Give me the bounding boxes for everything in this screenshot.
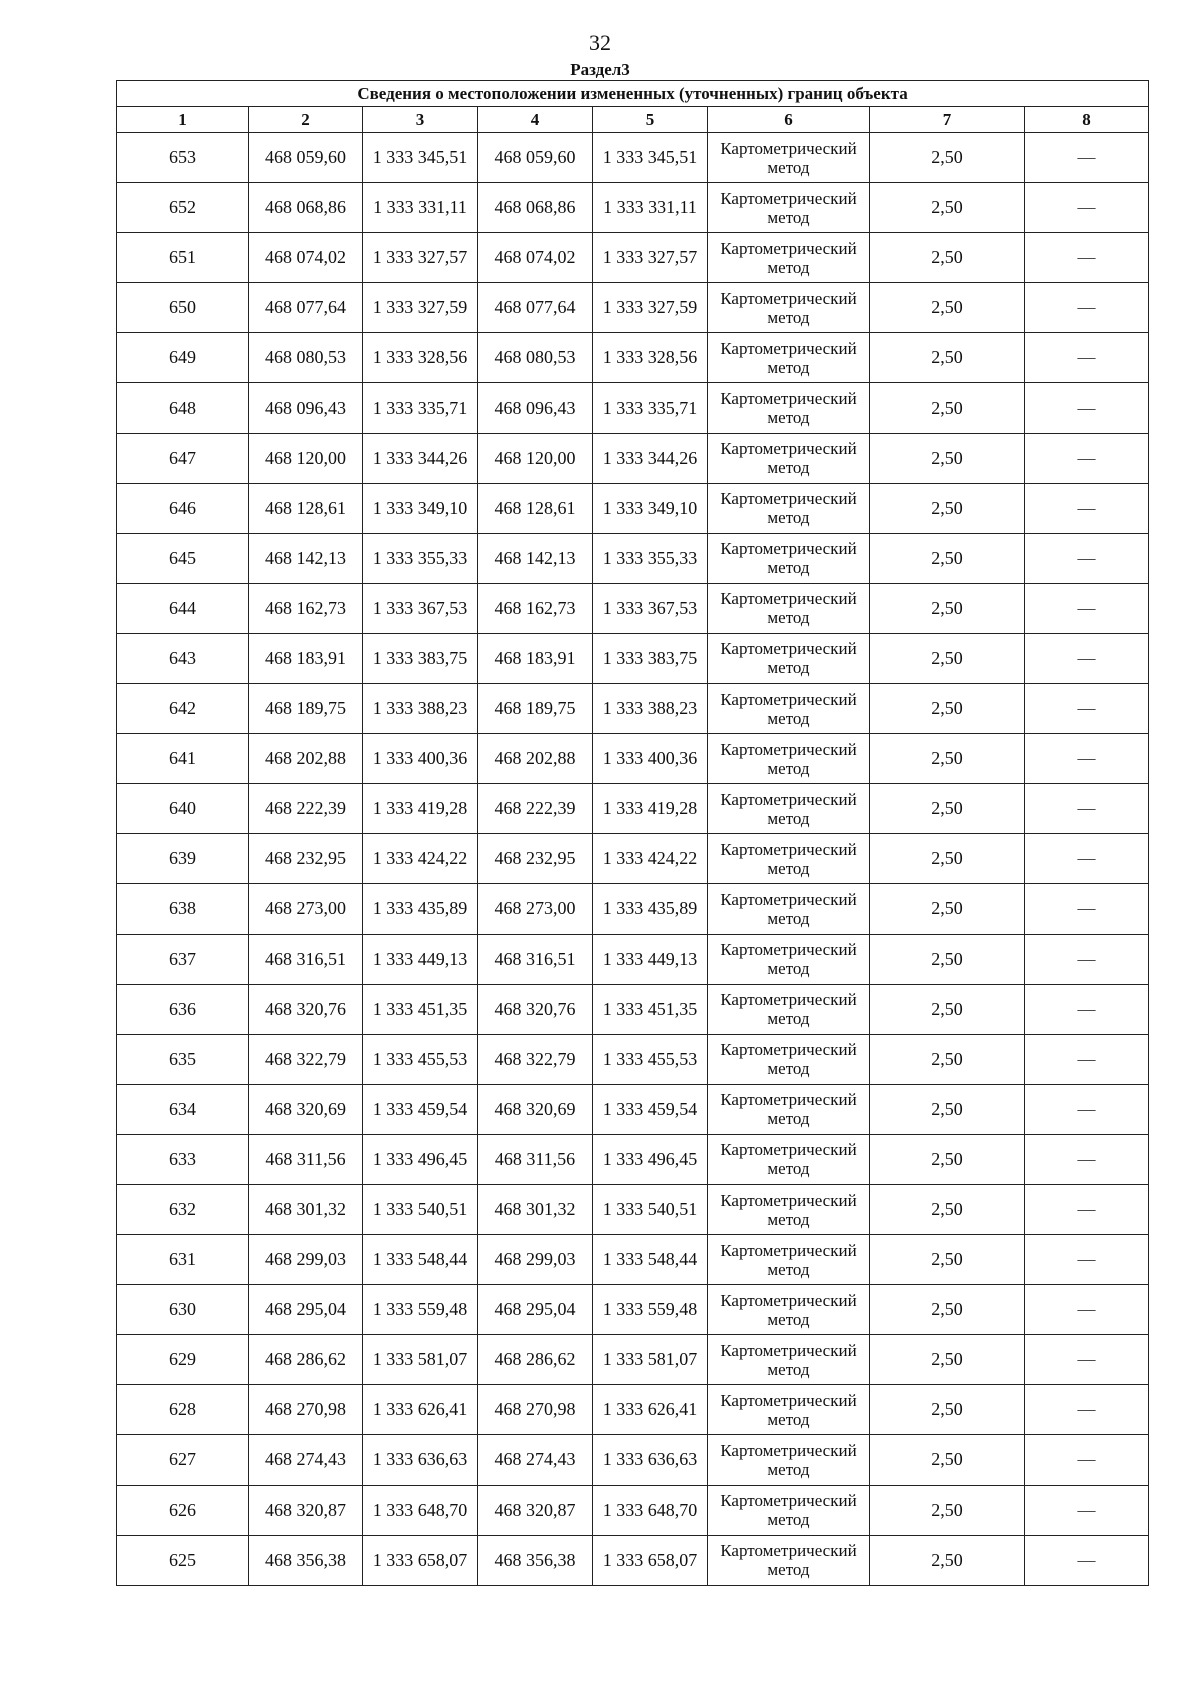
accuracy-cell: 2,50 <box>870 1184 1025 1234</box>
note-cell: — <box>1025 1485 1149 1535</box>
y-existing-cell: 1 333 383,75 <box>363 633 478 683</box>
method-cell: Картометрический метод <box>708 784 870 834</box>
point-number-cell: 627 <box>117 1435 249 1485</box>
accuracy-cell: 2,50 <box>870 133 1025 183</box>
y-existing-cell: 1 333 331,11 <box>363 183 478 233</box>
x-new-cell: 468 299,03 <box>478 1235 593 1285</box>
table-row <box>117 1235 1149 1285</box>
table-row <box>117 884 1149 934</box>
accuracy-cell: 2,50 <box>870 383 1025 433</box>
y-new-cell: 1 333 451,35 <box>593 984 708 1034</box>
method-cell: Картометрический метод <box>708 1485 870 1535</box>
y-new-cell: 1 333 636,63 <box>593 1435 708 1485</box>
column-header: 2 <box>249 107 363 133</box>
point-number-cell: 647 <box>117 433 249 483</box>
point-number-cell: 645 <box>117 533 249 583</box>
y-new-cell: 1 333 548,44 <box>593 1235 708 1285</box>
x-existing-cell: 468 270,98 <box>249 1385 363 1435</box>
x-new-cell: 468 189,75 <box>478 684 593 734</box>
x-new-cell: 468 356,38 <box>478 1535 593 1585</box>
note-cell: — <box>1025 1034 1149 1084</box>
y-new-cell: 1 333 345,51 <box>593 133 708 183</box>
method-cell: Картометрический метод <box>708 133 870 183</box>
x-existing-cell: 468 273,00 <box>249 884 363 934</box>
accuracy-cell: 2,50 <box>870 784 1025 834</box>
point-number-cell: 650 <box>117 283 249 333</box>
note-cell: — <box>1025 533 1149 583</box>
point-number-cell: 625 <box>117 1535 249 1585</box>
method-cell: Картометрический метод <box>708 934 870 984</box>
x-new-cell: 468 322,79 <box>478 1034 593 1084</box>
table-caption-row <box>117 81 1149 107</box>
x-new-cell: 468 142,13 <box>478 533 593 583</box>
accuracy-cell: 2,50 <box>870 333 1025 383</box>
method-cell: Картометрический метод <box>708 1235 870 1285</box>
table-row <box>117 1485 1149 1535</box>
y-new-cell: 1 333 455,53 <box>593 1034 708 1084</box>
y-existing-cell: 1 333 548,44 <box>363 1235 478 1285</box>
note-cell: — <box>1025 433 1149 483</box>
method-cell: Картометрический метод <box>708 1335 870 1385</box>
note-cell: — <box>1025 183 1149 233</box>
y-new-cell: 1 333 344,26 <box>593 433 708 483</box>
x-existing-cell: 468 162,73 <box>249 583 363 633</box>
y-new-cell: 1 333 383,75 <box>593 633 708 683</box>
point-number-cell: 653 <box>117 133 249 183</box>
method-cell: Картометрический метод <box>708 483 870 533</box>
y-new-cell: 1 333 449,13 <box>593 934 708 984</box>
point-number-cell: 632 <box>117 1184 249 1234</box>
y-existing-cell: 1 333 581,07 <box>363 1335 478 1385</box>
y-existing-cell: 1 333 355,33 <box>363 533 478 583</box>
accuracy-cell: 2,50 <box>870 183 1025 233</box>
section-title: Раздел3 <box>570 60 630 79</box>
method-cell: Картометрический метод <box>708 834 870 884</box>
method-cell: Картометрический метод <box>708 383 870 433</box>
x-existing-cell: 468 320,87 <box>249 1485 363 1535</box>
y-new-cell: 1 333 559,48 <box>593 1285 708 1335</box>
y-existing-cell: 1 333 559,48 <box>363 1285 478 1335</box>
accuracy-cell: 2,50 <box>870 1084 1025 1134</box>
y-existing-cell: 1 333 459,54 <box>363 1084 478 1134</box>
point-number-cell: 642 <box>117 684 249 734</box>
y-new-cell: 1 333 331,11 <box>593 183 708 233</box>
table-row <box>117 133 1149 183</box>
note-cell: — <box>1025 684 1149 734</box>
accuracy-cell: 2,50 <box>870 1535 1025 1585</box>
note-cell: — <box>1025 633 1149 683</box>
table-row <box>117 1535 1149 1585</box>
accuracy-cell: 2,50 <box>870 1435 1025 1485</box>
method-cell: Картометрический метод <box>708 1084 870 1134</box>
x-new-cell: 468 270,98 <box>478 1385 593 1435</box>
note-cell: — <box>1025 383 1149 433</box>
y-new-cell: 1 333 335,71 <box>593 383 708 433</box>
point-number-cell: 628 <box>117 1385 249 1435</box>
y-new-cell: 1 333 388,23 <box>593 684 708 734</box>
table-row <box>117 383 1149 433</box>
y-new-cell: 1 333 658,07 <box>593 1535 708 1585</box>
method-cell: Картометрический метод <box>708 533 870 583</box>
x-new-cell: 468 311,56 <box>478 1134 593 1184</box>
point-number-cell: 641 <box>117 734 249 784</box>
table-row <box>117 784 1149 834</box>
y-existing-cell: 1 333 451,35 <box>363 984 478 1034</box>
note-cell: — <box>1025 583 1149 633</box>
table-row <box>117 183 1149 233</box>
table-row <box>117 1134 1149 1184</box>
y-existing-cell: 1 333 658,07 <box>363 1535 478 1585</box>
accuracy-cell: 2,50 <box>870 1034 1025 1084</box>
method-cell: Картометрический метод <box>708 283 870 333</box>
y-new-cell: 1 333 424,22 <box>593 834 708 884</box>
y-existing-cell: 1 333 328,56 <box>363 333 478 383</box>
x-existing-cell: 468 316,51 <box>249 934 363 984</box>
x-new-cell: 468 074,02 <box>478 233 593 283</box>
table-row <box>117 283 1149 333</box>
table-row <box>117 834 1149 884</box>
y-new-cell: 1 333 435,89 <box>593 884 708 934</box>
y-existing-cell: 1 333 335,71 <box>363 383 478 433</box>
point-number-cell: 646 <box>117 483 249 533</box>
point-number-cell: 649 <box>117 333 249 383</box>
x-new-cell: 468 202,88 <box>478 734 593 784</box>
point-number-cell: 635 <box>117 1034 249 1084</box>
y-new-cell: 1 333 419,28 <box>593 784 708 834</box>
accuracy-cell: 2,50 <box>870 633 1025 683</box>
accuracy-cell: 2,50 <box>870 984 1025 1034</box>
x-new-cell: 468 286,62 <box>478 1335 593 1385</box>
point-number-cell: 636 <box>117 984 249 1034</box>
column-header: 1 <box>117 107 249 133</box>
point-number-cell: 651 <box>117 233 249 283</box>
table-row <box>117 633 1149 683</box>
x-existing-cell: 468 232,95 <box>249 834 363 884</box>
point-number-cell: 634 <box>117 1084 249 1134</box>
note-cell: — <box>1025 283 1149 333</box>
method-cell: Картометрический метод <box>708 183 870 233</box>
point-number-cell: 644 <box>117 583 249 633</box>
note-cell: — <box>1025 1435 1149 1485</box>
accuracy-cell: 2,50 <box>870 1235 1025 1285</box>
note-cell: — <box>1025 1184 1149 1234</box>
accuracy-cell: 2,50 <box>870 1485 1025 1535</box>
x-existing-cell: 468 120,00 <box>249 433 363 483</box>
x-existing-cell: 468 301,32 <box>249 1184 363 1234</box>
y-existing-cell: 1 333 496,45 <box>363 1134 478 1184</box>
point-number-cell: 626 <box>117 1485 249 1535</box>
note-cell: — <box>1025 333 1149 383</box>
y-existing-cell: 1 333 636,63 <box>363 1435 478 1485</box>
x-existing-cell: 468 311,56 <box>249 1134 363 1184</box>
method-cell: Картометрический метод <box>708 684 870 734</box>
accuracy-cell: 2,50 <box>870 233 1025 283</box>
coordinates-table <box>116 80 1149 1586</box>
table-row <box>117 1385 1149 1435</box>
y-new-cell: 1 333 400,36 <box>593 734 708 784</box>
accuracy-cell: 2,50 <box>870 934 1025 984</box>
point-number-cell: 633 <box>117 1134 249 1184</box>
y-existing-cell: 1 333 388,23 <box>363 684 478 734</box>
y-existing-cell: 1 333 344,26 <box>363 433 478 483</box>
column-header: 8 <box>1025 107 1149 133</box>
accuracy-cell: 2,50 <box>870 283 1025 333</box>
note-cell: — <box>1025 884 1149 934</box>
x-new-cell: 468 320,87 <box>478 1485 593 1535</box>
point-number-cell: 637 <box>117 934 249 984</box>
note-cell: — <box>1025 483 1149 533</box>
x-existing-cell: 468 068,86 <box>249 183 363 233</box>
y-existing-cell: 1 333 455,53 <box>363 1034 478 1084</box>
method-cell: Картометрический метод <box>708 333 870 383</box>
note-cell: — <box>1025 1084 1149 1134</box>
y-existing-cell: 1 333 648,70 <box>363 1485 478 1535</box>
x-new-cell: 468 068,86 <box>478 183 593 233</box>
table-row <box>117 1285 1149 1335</box>
table-row <box>117 1435 1149 1485</box>
accuracy-cell: 2,50 <box>870 884 1025 934</box>
y-existing-cell: 1 333 327,59 <box>363 283 478 333</box>
table-caption: Сведения о местоположении измененных (уточненных) границ объекта <box>117 81 1149 107</box>
y-new-cell: 1 333 496,45 <box>593 1134 708 1184</box>
table-row <box>117 684 1149 734</box>
note-cell: — <box>1025 233 1149 283</box>
x-existing-cell: 468 222,39 <box>249 784 363 834</box>
x-existing-cell: 468 142,13 <box>249 533 363 583</box>
x-new-cell: 468 320,76 <box>478 984 593 1034</box>
x-existing-cell: 468 183,91 <box>249 633 363 683</box>
point-number-cell: 640 <box>117 784 249 834</box>
x-new-cell: 468 080,53 <box>478 333 593 383</box>
table-row <box>117 233 1149 283</box>
x-existing-cell: 468 274,43 <box>249 1435 363 1485</box>
table-row <box>117 984 1149 1034</box>
note-cell: — <box>1025 934 1149 984</box>
x-existing-cell: 468 320,69 <box>249 1084 363 1134</box>
x-new-cell: 468 128,61 <box>478 483 593 533</box>
x-existing-cell: 468 295,04 <box>249 1285 363 1335</box>
x-new-cell: 468 096,43 <box>478 383 593 433</box>
y-new-cell: 1 333 648,70 <box>593 1485 708 1535</box>
accuracy-cell: 2,50 <box>870 684 1025 734</box>
point-number-cell: 652 <box>117 183 249 233</box>
y-existing-cell: 1 333 349,10 <box>363 483 478 533</box>
method-cell: Картометрический метод <box>708 1134 870 1184</box>
accuracy-cell: 2,50 <box>870 1134 1025 1184</box>
note-cell: — <box>1025 834 1149 884</box>
y-new-cell: 1 333 367,53 <box>593 583 708 633</box>
x-existing-cell: 468 077,64 <box>249 283 363 333</box>
y-new-cell: 1 333 349,10 <box>593 483 708 533</box>
column-header: 5 <box>593 107 708 133</box>
point-number-cell: 639 <box>117 834 249 884</box>
x-existing-cell: 468 080,53 <box>249 333 363 383</box>
column-header: 7 <box>870 107 1025 133</box>
x-new-cell: 468 273,00 <box>478 884 593 934</box>
accuracy-cell: 2,50 <box>870 1385 1025 1435</box>
note-cell: — <box>1025 1285 1149 1335</box>
accuracy-cell: 2,50 <box>870 834 1025 884</box>
point-number-cell: 643 <box>117 633 249 683</box>
method-cell: Картометрический метод <box>708 984 870 1034</box>
x-new-cell: 468 183,91 <box>478 633 593 683</box>
method-cell: Картометрический метод <box>708 633 870 683</box>
accuracy-cell: 2,50 <box>870 483 1025 533</box>
y-existing-cell: 1 333 400,36 <box>363 734 478 784</box>
table-header-row <box>117 107 1149 133</box>
accuracy-cell: 2,50 <box>870 583 1025 633</box>
x-existing-cell: 468 299,03 <box>249 1235 363 1285</box>
y-existing-cell: 1 333 424,22 <box>363 834 478 884</box>
note-cell: — <box>1025 1535 1149 1585</box>
method-cell: Картометрический метод <box>708 1285 870 1335</box>
table-row <box>117 483 1149 533</box>
method-cell: Картометрический метод <box>708 1034 870 1084</box>
x-new-cell: 468 274,43 <box>478 1435 593 1485</box>
table-row <box>117 1335 1149 1385</box>
table-row <box>117 1184 1149 1234</box>
method-cell: Картометрический метод <box>708 884 870 934</box>
note-cell: — <box>1025 1134 1149 1184</box>
table-row <box>117 533 1149 583</box>
accuracy-cell: 2,50 <box>870 433 1025 483</box>
table-row <box>117 333 1149 383</box>
y-new-cell: 1 333 355,33 <box>593 533 708 583</box>
method-cell: Картометрический метод <box>708 583 870 633</box>
column-header: 3 <box>363 107 478 133</box>
table-row <box>117 734 1149 784</box>
y-new-cell: 1 333 540,51 <box>593 1184 708 1234</box>
column-header: 4 <box>478 107 593 133</box>
note-cell: — <box>1025 984 1149 1034</box>
accuracy-cell: 2,50 <box>870 1335 1025 1385</box>
y-new-cell: 1 333 626,41 <box>593 1385 708 1435</box>
y-new-cell: 1 333 327,59 <box>593 283 708 333</box>
column-header: 6 <box>708 107 870 133</box>
y-existing-cell: 1 333 435,89 <box>363 884 478 934</box>
x-existing-cell: 468 059,60 <box>249 133 363 183</box>
y-existing-cell: 1 333 327,57 <box>363 233 478 283</box>
method-cell: Картометрический метод <box>708 1535 870 1585</box>
point-number-cell: 631 <box>117 1235 249 1285</box>
x-new-cell: 468 301,32 <box>478 1184 593 1234</box>
y-new-cell: 1 333 459,54 <box>593 1084 708 1134</box>
point-number-cell: 648 <box>117 383 249 433</box>
table-row <box>117 583 1149 633</box>
x-existing-cell: 468 096,43 <box>249 383 363 433</box>
note-cell: — <box>1025 133 1149 183</box>
accuracy-cell: 2,50 <box>870 533 1025 583</box>
note-cell: — <box>1025 1235 1149 1285</box>
table-row <box>117 1034 1149 1084</box>
accuracy-cell: 2,50 <box>870 1285 1025 1335</box>
x-new-cell: 468 320,69 <box>478 1084 593 1134</box>
x-existing-cell: 468 074,02 <box>249 233 363 283</box>
page-number: 32 <box>589 30 611 55</box>
note-cell: — <box>1025 1335 1149 1385</box>
x-new-cell: 468 295,04 <box>478 1285 593 1335</box>
table-body <box>117 133 1149 1586</box>
x-new-cell: 468 059,60 <box>478 133 593 183</box>
y-existing-cell: 1 333 419,28 <box>363 784 478 834</box>
table-row <box>117 1084 1149 1134</box>
method-cell: Картометрический метод <box>708 433 870 483</box>
x-new-cell: 468 316,51 <box>478 934 593 984</box>
point-number-cell: 638 <box>117 884 249 934</box>
x-new-cell: 468 162,73 <box>478 583 593 633</box>
method-cell: Картометрический метод <box>708 1385 870 1435</box>
note-cell: — <box>1025 1385 1149 1435</box>
x-new-cell: 468 232,95 <box>478 834 593 884</box>
x-existing-cell: 468 286,62 <box>249 1335 363 1385</box>
x-new-cell: 468 077,64 <box>478 283 593 333</box>
y-new-cell: 1 333 328,56 <box>593 333 708 383</box>
x-new-cell: 468 120,00 <box>478 433 593 483</box>
table-row <box>117 934 1149 984</box>
y-existing-cell: 1 333 626,41 <box>363 1385 478 1435</box>
note-cell: — <box>1025 734 1149 784</box>
x-existing-cell: 468 202,88 <box>249 734 363 784</box>
x-new-cell: 468 222,39 <box>478 784 593 834</box>
method-cell: Картометрический метод <box>708 1435 870 1485</box>
x-existing-cell: 468 189,75 <box>249 684 363 734</box>
y-existing-cell: 1 333 449,13 <box>363 934 478 984</box>
table-row <box>117 433 1149 483</box>
y-existing-cell: 1 333 367,53 <box>363 583 478 633</box>
x-existing-cell: 468 128,61 <box>249 483 363 533</box>
x-existing-cell: 468 322,79 <box>249 1034 363 1084</box>
method-cell: Картометрический метод <box>708 233 870 283</box>
y-existing-cell: 1 333 540,51 <box>363 1184 478 1234</box>
method-cell: Картометрический метод <box>708 734 870 784</box>
method-cell: Картометрический метод <box>708 1184 870 1234</box>
point-number-cell: 630 <box>117 1285 249 1335</box>
y-new-cell: 1 333 327,57 <box>593 233 708 283</box>
note-cell: — <box>1025 784 1149 834</box>
x-existing-cell: 468 320,76 <box>249 984 363 1034</box>
x-existing-cell: 468 356,38 <box>249 1535 363 1585</box>
y-new-cell: 1 333 581,07 <box>593 1335 708 1385</box>
y-existing-cell: 1 333 345,51 <box>363 133 478 183</box>
point-number-cell: 629 <box>117 1335 249 1385</box>
accuracy-cell: 2,50 <box>870 734 1025 784</box>
